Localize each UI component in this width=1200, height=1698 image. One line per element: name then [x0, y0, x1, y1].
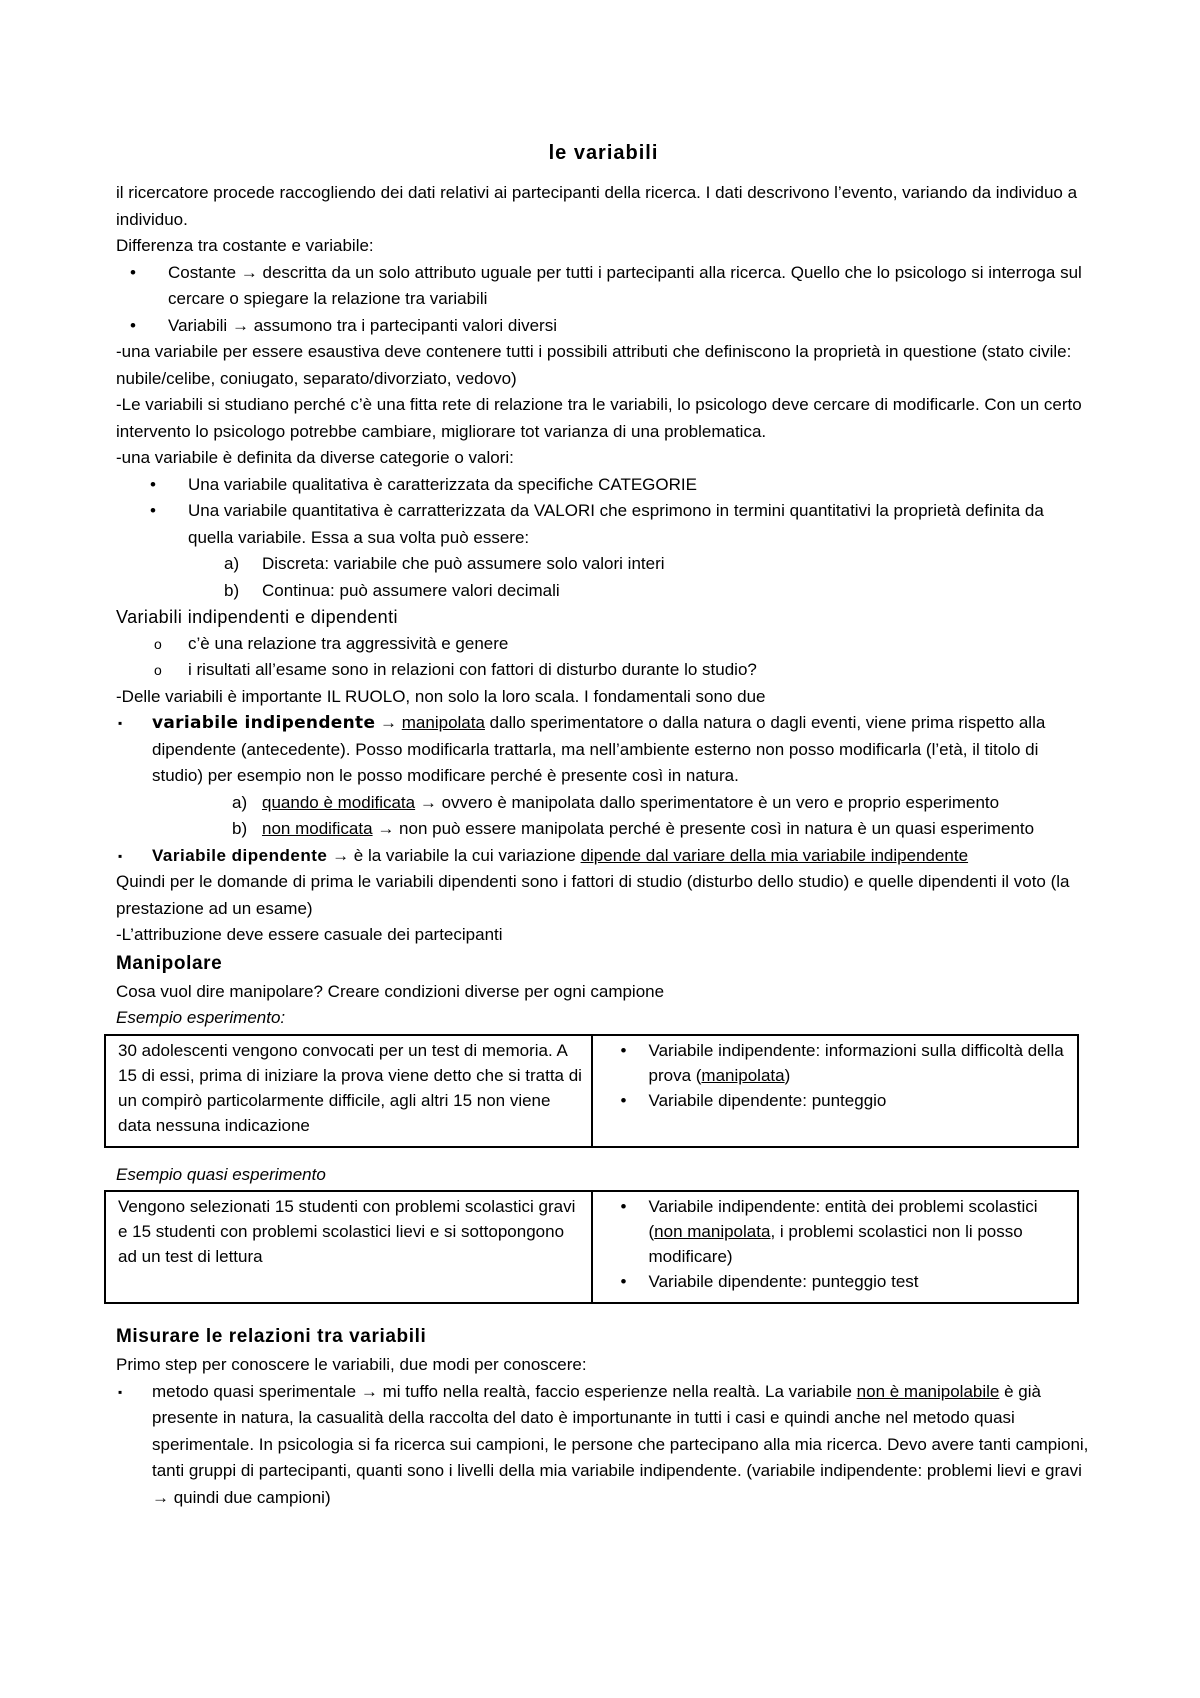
bullet-icon: • [150, 501, 156, 520]
underlined-text: manipolata [401, 713, 485, 732]
categorie-paragraph: -una variabile è definita da diverse categorie o valori: [116, 448, 514, 467]
term: Costante [168, 262, 237, 282]
list-item [116, 260, 1091, 313]
bullet-icon: • [150, 474, 156, 494]
list-marker: b) [224, 580, 240, 600]
section-heading-manipolare: Manipolare [116, 952, 223, 974]
example-table-experiment [104, 1034, 1079, 1148]
item-text: è la variabile la cui variazione [349, 845, 581, 865]
spacer [116, 1148, 1091, 1162]
list-item-method [116, 1379, 1091, 1512]
term: Variabili [168, 315, 228, 335]
ruolo-paragraph: -Delle variabili è importante IL RUOLO, non solo la loro scala. I fondamentali sono due [116, 686, 766, 706]
table-cell-variables [592, 1035, 1079, 1147]
underlined-text: non è manipolabile [856, 1381, 1000, 1401]
item-text: Una variabile qualitativa è caratterizzata da specifiche CATEGORIE [188, 474, 697, 494]
spacer [116, 1304, 1091, 1322]
square-bullet-icon: ▪ [118, 716, 123, 730]
item-text: i risultati all’esame sono in relazioni con fattori di disturbo durante lo studio? [188, 660, 757, 679]
bullet-icon: • [620, 1090, 627, 1110]
underlined-text: non modificata [262, 819, 373, 838]
bullet-icon: • [620, 1197, 627, 1216]
term: Variabile dipendente [152, 845, 328, 865]
independent-sublist [116, 790, 1091, 843]
item-text: c’è una relazione tra aggressività e genere [188, 633, 509, 653]
difference-heading: Differenza tra costante e variabile: [116, 236, 374, 255]
questions-list [116, 631, 1091, 684]
underlined-text: manipolata [701, 1065, 785, 1085]
arrow-icon: → [240, 262, 258, 282]
methods-list [116, 1379, 1091, 1512]
manipolare-paragraph: Cosa vuol dire manipolare? Creare condizioni diverse per ogni campione [116, 981, 665, 1001]
item-text: mi tuffo nella realtà, faccio esperienze nella realtà. La variabile [377, 1381, 857, 1401]
item-text: ovvero è manipolata dallo sperimentatore è un vero e proprio esperimento [436, 792, 1000, 812]
bullet-icon: • [620, 1040, 627, 1060]
list-item [116, 578, 1091, 605]
attribuzione-paragraph: -L’attribuzione deve essere casuale dei partecipanti [116, 925, 503, 944]
bullet-icon: • [130, 262, 136, 282]
term: metodo quasi sperimentale [152, 1381, 357, 1401]
list-item [605, 1088, 1070, 1113]
arrow-icon: → [419, 792, 437, 812]
item-text: Variabile dipendente: punteggio [648, 1090, 887, 1110]
misurare-paragraph: Primo step per conoscere le variabili, due modi per conoscere: [116, 1355, 587, 1374]
difference-list [116, 260, 1091, 340]
section-heading-misurare: Misurare le relazioni tra variabili [116, 1326, 427, 1347]
arrow-icon: → [231, 315, 249, 335]
page-title: le variabili [548, 142, 659, 164]
list-item [116, 313, 1091, 340]
arrow-icon: → [380, 713, 398, 732]
term: variabile indipendente [152, 713, 376, 733]
example-table-quasi-experiment [104, 1190, 1079, 1304]
quantitative-sublist [116, 551, 1091, 604]
item-text: non può essere manipolata perché è presente così in natura è un quasi esperimento [394, 819, 1035, 838]
underlined-text: non manipolata [654, 1222, 771, 1241]
studiano-paragraph: -Le variabili si studiano perché c’è una fitta rete di relazione tra le variabili, lo psicologo deve cercare di modificarle. Con un certo intervento lo psicologo potrebbe cambiare, migliorare tot varianza di una problematica. [116, 395, 1082, 441]
roles-list [116, 710, 1091, 790]
item-text: Discreta: variabile che può assumere solo valori interi [262, 554, 665, 573]
list-item-independent-variable [116, 710, 1091, 790]
list-item [116, 657, 1091, 684]
section-heading-indipendenti: Variabili indipendenti e dipendenti [116, 607, 398, 627]
arrow-icon: → [332, 845, 350, 865]
item-text: Variabile indipendente: entità dei problemi scolastici ( [648, 1197, 1038, 1241]
document-page [116, 140, 1091, 1511]
example-label: Esempio quasi esperimento [116, 1164, 326, 1184]
square-bullet-icon: ▪ [118, 848, 123, 863]
esaustiva-paragraph: -una variabile per essere esaustiva deve contenere tutti i possibili attributi che definiscono la proprietà in questione (stato civile: nubile/celibe, coniugato, separato/divorziato, vedovo) [116, 342, 1072, 388]
list-item [116, 551, 1091, 578]
list-marker: a) [232, 792, 248, 812]
list-item [605, 1038, 1070, 1088]
arrow-icon: → [152, 1487, 169, 1507]
arrow-icon: → [360, 1381, 378, 1401]
quindi-paragraph: Quindi per le domande di prima le variabili dipendenti sono i fattori di studio (disturbo dello studio) e quelle dipendenti il voto (la prestazione ad un esame) [116, 872, 1070, 918]
item-text-2: è già presente in natura, la casualità della raccolta del dato è importunante in tutti i casi e quindi anche nel metodo quasi sperimentale. In psicologia si fa ricerca sui campioni, le persone che partecipano alla mia ricerca. Devo avere tanti campioni, tanti gruppi di partecipanti, quanti sono i livelli della mia variabile indipendente. (variabile indipendente: problemi lievi e gravi [152, 1381, 1089, 1480]
item-text: Variabile indipendente: informazioni sulla difficoltà della prova ( [648, 1040, 1064, 1085]
list-item [116, 790, 1091, 817]
table-row [105, 1191, 1078, 1303]
table-cell-description: Vengono selezionati 15 studenti con problemi scolastici gravi e 15 studenti con problemi scolastici lievi e si sottopongono ad un test di lettura [105, 1191, 592, 1303]
underlined-text: quando è modificata [262, 792, 416, 812]
item-text: dallo sperimentatore o dalla natura o dagli eventi, viene prima rispetto alla dipendente (antecedente). Posso modificarla trattarla, ma nell’ambiente esterno non posso modificarla (l’età, il titolo di studio) per esempio non le posso modificare perché è presente così in natura. [152, 713, 1046, 785]
list-item [116, 816, 1091, 843]
circle-bullet-icon: o [154, 662, 162, 678]
intro-paragraph: il ricercatore procede raccogliendo dei dati relativi ai partecipanti della ricerca. I dati descrivono l’evento, variando da individuo a individuo. [116, 183, 1078, 229]
arrow-icon: → [377, 819, 395, 838]
item-text: Una variabile quantitativa è carratterizzata da VALORI che esprimono in termini quantitativi la proprietà definita da quella variabile. Essa a sua volta può essere: [188, 501, 1044, 547]
underlined-text: dipende dal variare della mia variabile indipendente [580, 845, 969, 865]
table-row [105, 1035, 1078, 1147]
item-text-end: ) [784, 1065, 791, 1085]
list-item [116, 472, 1091, 499]
list-item [605, 1269, 1070, 1294]
item-text-end: , i problemi scolastici non li posso modificare) [648, 1222, 1023, 1266]
list-item [116, 498, 1091, 551]
roles-list-2 [116, 843, 1091, 870]
example-label: Esempio esperimento: [116, 1008, 286, 1027]
table-cell-variables [592, 1191, 1079, 1303]
item-text: Variabile dipendente: punteggio test [648, 1272, 919, 1291]
item-text: assumono tra i partecipanti valori diversi [253, 315, 557, 335]
list-item-dependent-variable [116, 843, 1091, 870]
table-cell-description: 30 adolescenti vengono convocati per un test di memoria. A 15 di essi, prima di iniziare la prova viene detto che si tratta di un compirò particolarmente difficile, agli altri 15 non viene data nessuna indicazione [105, 1035, 592, 1147]
item-text: descritta da un solo attributo uguale per tutti i partecipanti alla ricerca. Quello che lo psicologo si interroga sul cercare o spiegare la relazione tra variabili [168, 262, 1082, 308]
list-item [116, 631, 1091, 658]
list-item [605, 1194, 1070, 1269]
square-bullet-icon: ▪ [118, 1384, 123, 1399]
bullet-icon: • [130, 315, 136, 335]
item-text-3: quindi due campioni) [169, 1487, 331, 1507]
item-text: Continua: può assumere valori decimali [262, 580, 560, 600]
list-marker: a) [224, 554, 240, 573]
list-marker: b) [232, 819, 248, 838]
circle-bullet-icon: o [154, 635, 162, 652]
categorie-list [116, 472, 1091, 552]
bullet-icon: • [620, 1272, 627, 1291]
